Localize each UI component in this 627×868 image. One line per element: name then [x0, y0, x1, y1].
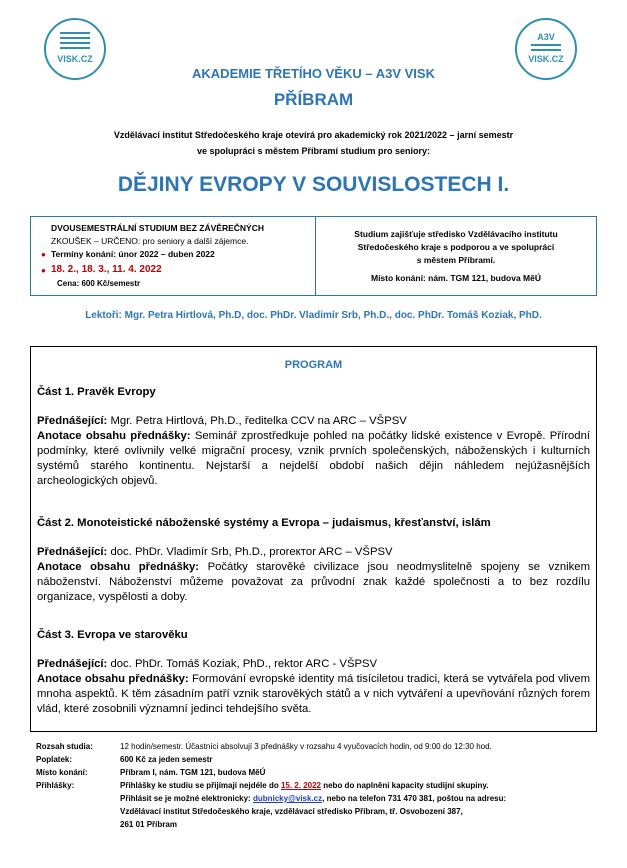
- part-heading: Část 3. Evropa ve starověku: [37, 629, 188, 641]
- part-annotation: Anotace obsahu přednášky: Seminář zprostředkuje pohled na počátky lidské existence v Evropě. Přírodní podmínky, které ovlivnily velké migrační procesy, vznik prvních společenských, náboženských i kulturních systémů starého kontinentu. Nejstarší a nejdelší období našich dějin náhledem nejúžasnějších archeologických objevů.: [37, 430, 590, 487]
- intro-line-1: Vzdělávací institut Středočeského kraje otevírá pro akademický rok 2021/2022 – jarní semestr: [113, 130, 514, 140]
- study-type-line-1: DVOUSEMESTRÁLNÍ STUDIUM BEZ ZÁVĚREČNÝCH: [51, 223, 264, 233]
- info-box: [30, 216, 597, 296]
- part-lecturer: Přednášející: doc. PhDr. Vladimír Srb, Ph.D., proreктor ARC – VŠPSV: [37, 546, 393, 558]
- part-annotation: Anotace obsahu přednášky: Formování evropské identity má tisíciletou tradici, která se vytvářela pod vlivem mnoha aspektů. K těm zásadním patří vznik starověkých států a v nich vytváření a upevňování různých forem vlád, které zosobnili významní jedinci tehdejšího světa.: [37, 673, 590, 715]
- logo-left-text: VISK.CZ: [57, 54, 93, 64]
- part-lecturer: Přednášející: Mgr. Petra Hirtlová, Ph.D., ředitelka CCV na ARC – VŠPSV: [37, 415, 407, 427]
- logo-lines-icon: [531, 44, 561, 54]
- part-1: [37, 385, 590, 489]
- rozsah-value: 12 hodin/semestr. Účastníci absolvují 3 přednášky v rozsahu 4 vyučovacích hodin, od 9:00 do 12:30 hod.: [120, 742, 492, 751]
- part-heading: Část 1. Pravěk Evropy: [37, 386, 156, 398]
- academy-title: AKADEMIE TŘETÍHO VĚKU – A3V VISK: [192, 66, 435, 81]
- city-title: PŘÍBRAM: [273, 90, 354, 109]
- part-heading: Část 2. Monoteistické náboženské systémy a Evropa – judaismus, křesťanství, islám: [37, 517, 491, 529]
- venue: Místo konání: nám. TGM 121, budova MěÚ: [370, 273, 542, 283]
- logo-right-text: VISK.CZ: [528, 54, 564, 64]
- course-title: DĚJINY EVROPY V SOUVISLOSTECH I.: [117, 173, 510, 196]
- prihlasky-line-3: Vzdělávací institut Středočeského kraje, vzdělávací středisko Příbram, tř. Osvobození 387,: [120, 807, 463, 816]
- provider-line-2: Středočeského kraje s podporou a ve spolupráci: [357, 242, 555, 252]
- prihlasky-label: Přihlášky:: [36, 781, 75, 790]
- dates: 18. 2., 18. 3., 11. 4. 2022: [51, 264, 162, 275]
- program-box: [30, 346, 597, 732]
- prihlasky-line-2: Přihlásit se je možné elektronicky: dubnicky@visk.cz, nebo na telefon 731 470 381, poštou na adresu:: [120, 794, 507, 803]
- logo-lines-icon: [60, 32, 90, 52]
- intro-line-2: ve spolupráci s městem Příbramí studium pro seniory:: [196, 146, 431, 156]
- part-2: [37, 516, 590, 605]
- price: Cena: 600 Kč/semestr: [57, 279, 141, 288]
- poplatek-value: 600 Kč za jeden semestr: [120, 755, 213, 764]
- logo-right-top-text: A3V: [537, 32, 555, 42]
- provider-line-3: s městem Příbramí.: [416, 255, 496, 265]
- part-3: [37, 628, 590, 717]
- email-link[interactable]: dubnicky@visk.cz: [252, 794, 323, 803]
- bullet-icon: ●: [41, 250, 46, 259]
- poplatek-label: Poplatek:: [36, 755, 73, 764]
- deadline-date: 15. 2. 2022: [280, 781, 321, 790]
- lecturers-line: Lektoři: Mgr. Petra Hirtlová, Ph.D, doc. PhDr. Vladimír Srb, Ph.D., doc. PhDr. Tomáš Koziak, PhD.: [85, 310, 542, 321]
- misto-label: Místo konání:: [36, 768, 88, 777]
- program-title: PROGRAM: [284, 359, 343, 371]
- part-annotation: Anotace obsahu přednášky: Počátky starověké civilizace jsou neodmyslitelně spojeny se vznikem náboženství. Náboženství můžeme považovat za průvodní znak každé společnosti a to bez rozdílu organizace, vyspělosti a doby.: [37, 561, 590, 603]
- rozsah-label: Rozsah studia:: [36, 742, 93, 751]
- part-lecturer: Přednášející: doc. PhDr. Tomáš Koziak, PhD., rektor ARC - VŠPSV: [37, 658, 378, 670]
- bullet-icon: ●: [41, 266, 46, 275]
- prihlasky-line-1: Přihlášky ke studiu se přijímají nejdéle do 15. 2. 2022 nebo do naplnění kapacity studijní skupiny.: [120, 781, 489, 790]
- study-type-line-2: ZKOUŠEK – URČENO: pro seniory a další zájemce.: [51, 236, 249, 246]
- provider-line-1: Studium zajišťuje středisko Vzdělávacího institutu: [354, 229, 558, 239]
- prihlasky-line-4: 261 01 Příbram: [120, 820, 177, 829]
- misto-value: Příbram I, nám. TGM 121, budova MěÚ: [120, 768, 266, 777]
- terms: Termíny konání: únor 2022 – duben 2022: [51, 249, 215, 259]
